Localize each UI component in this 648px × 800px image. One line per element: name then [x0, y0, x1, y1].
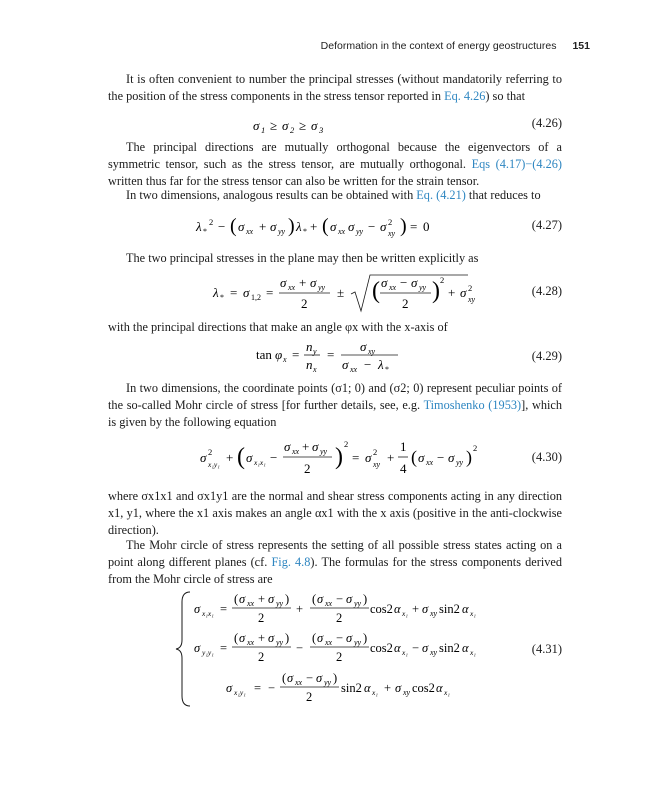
svg-text:): ) [285, 592, 290, 606]
svg-text:2: 2 [258, 650, 265, 664]
svg-text:): ) [335, 444, 343, 470]
paragraph-mohr-circle-intro: In two dimensions, the coordinate points (σ1; 0) and (σ2; 0) represent peculiar points of the so-called Mohr circle of stress [for further details, see, e.g. Timoshenko (1953)], which is given by the following equation [108, 381, 563, 429]
svg-text:x: x [283, 355, 287, 364]
svg-text:σ: σ [422, 641, 429, 655]
svg-text:2: 2 [373, 447, 378, 457]
svg-text:σ: σ [239, 631, 246, 645]
link-fig-4-8[interactable]: Fig. 4.8 [271, 555, 311, 569]
link-timoshenko-1953[interactable]: Timoshenko (1953) [423, 398, 522, 412]
svg-text:x₁y₁: x₁y₁ [234, 688, 246, 697]
paragraph-principal-stresses-plane: The two principal stresses in the plane may then be written explicitly as [126, 251, 479, 265]
svg-text:+: + [258, 592, 266, 606]
equation-4-30 [108, 436, 562, 480]
svg-text:σ: σ [312, 439, 319, 454]
svg-text:(: ( [312, 592, 317, 606]
svg-text:−: − [412, 641, 420, 655]
equation-4-26-expression [108, 116, 482, 136]
svg-text:+: + [387, 450, 395, 465]
svg-text:−: − [336, 631, 344, 645]
svg-text:xy: xy [430, 648, 438, 657]
svg-text:σ: σ [311, 118, 318, 133]
svg-text:−: − [400, 275, 408, 290]
equation-number: (4.26) [531, 116, 562, 130]
svg-text:yy: yy [456, 458, 464, 467]
svg-text:(: ( [312, 631, 317, 645]
svg-text:(: ( [372, 278, 380, 304]
svg-text:(: ( [411, 447, 417, 467]
svg-text:α: α [436, 681, 443, 695]
equation-number: (4.27) [531, 218, 562, 232]
svg-text:cos2: cos2 [370, 602, 393, 616]
svg-text:2: 2 [336, 611, 343, 625]
svg-text:sin2: sin2 [341, 681, 362, 695]
svg-text:−: − [437, 450, 445, 465]
svg-text:=: = [220, 641, 228, 655]
svg-text:2: 2 [304, 461, 311, 476]
svg-text:xx: xx [247, 638, 255, 647]
paragraph-principal-directions: The principal directions are mutually orthogonal because the eigenvectors of a symmetric tensor, such as the stress tensor, are mutually orthogonal. Eqs (4.17)−(4.26) written thus far for the stress tensor can also be written for the strain tensor. [108, 140, 562, 188]
equation-number: (4.30) [531, 450, 562, 464]
svg-text:2: 2 [402, 296, 409, 311]
svg-text:*: * [203, 227, 207, 236]
svg-text:=: = [266, 285, 274, 300]
svg-text:*: * [220, 293, 224, 302]
svg-text:+: + [302, 439, 310, 454]
svg-text:σ: σ [284, 439, 291, 454]
paragraph-principal-directions-angle: with the principal directions that make an angle φx with the x-axis of [108, 320, 448, 334]
svg-text:1: 1 [261, 125, 266, 135]
svg-text:yy: yy [278, 227, 286, 236]
svg-text:xy: xy [388, 229, 396, 238]
svg-text:=: = [292, 347, 300, 362]
svg-text:σ: σ [268, 631, 275, 645]
svg-text:x₁: x₁ [372, 688, 378, 697]
svg-text:σ: σ [268, 592, 275, 606]
svg-text:x₁: x₁ [470, 609, 476, 618]
equation-4-27 [108, 211, 562, 241]
svg-text:xx: xx [246, 227, 254, 236]
svg-text:2: 2 [336, 650, 343, 664]
svg-text:2: 2 [468, 283, 473, 293]
svg-text:2: 2 [209, 217, 214, 227]
svg-text:x₁: x₁ [444, 688, 450, 697]
svg-text:2: 2 [388, 217, 393, 227]
svg-text:σ: σ [200, 450, 207, 465]
svg-text:xx: xx [426, 458, 434, 467]
svg-text:yy: yy [354, 599, 362, 608]
svg-text:σ: σ [422, 602, 429, 616]
equation-4-27-expression [108, 211, 482, 241]
svg-text:sin2: sin2 [439, 641, 460, 655]
svg-text:): ) [288, 215, 295, 237]
svg-text:+: + [384, 681, 392, 695]
svg-text:σ: σ [238, 219, 245, 234]
svg-text:xy: xy [430, 609, 438, 618]
svg-text:−: − [270, 450, 278, 465]
svg-text:+: + [310, 219, 318, 234]
equation-4-31 [108, 588, 562, 710]
svg-text:σ: σ [316, 671, 323, 685]
equation-number: (4.31) [531, 642, 562, 656]
svg-text:xx: xx [247, 599, 255, 608]
svg-text:−: − [336, 592, 344, 606]
svg-text:−: − [306, 671, 314, 685]
paragraph-mohr-circle-states: The Mohr circle of stress represents the setting of all possible stress states acting on a point along different planes (cf. Fig. 4.8). The formulas for the stress components derived from the Mohr circle of stress are [108, 538, 562, 586]
svg-text:2: 2 [306, 690, 313, 704]
svg-text:σ: σ [317, 592, 324, 606]
svg-text:+: + [448, 285, 456, 300]
equation-4-28 [108, 270, 562, 316]
svg-text:σ: σ [194, 602, 201, 616]
svg-text:): ) [333, 671, 338, 685]
svg-text:σ: σ [342, 357, 349, 372]
svg-text:2: 2 [290, 125, 295, 135]
svg-text:σ: σ [282, 118, 289, 133]
svg-text:−: − [368, 219, 376, 234]
svg-text:α: α [394, 602, 401, 616]
paragraph-principal-stress-order: It is often convenient to number the principal stresses (without mandatorily referring to the position of the stress components in the stress tensor reported in Eq. 4.26) so that [108, 72, 562, 103]
svg-text:n: n [306, 339, 313, 354]
svg-text:λ: λ [196, 219, 202, 234]
svg-text:1: 1 [400, 439, 407, 454]
svg-text:2: 2 [301, 296, 308, 311]
svg-text:2: 2 [208, 447, 213, 457]
svg-text:xx: xx [350, 365, 358, 373]
svg-text:x₁x₁: x₁x₁ [202, 609, 214, 618]
equation-4-30-expression [108, 436, 482, 480]
svg-text:tan: tan [256, 347, 272, 362]
equation-number: (4.29) [531, 349, 562, 363]
svg-text:cos2: cos2 [412, 681, 435, 695]
svg-text:σ: σ [287, 671, 294, 685]
svg-text:xx: xx [338, 227, 346, 236]
svg-text:=: = [254, 681, 262, 695]
svg-text:xy: xy [373, 460, 381, 469]
running-title: Deformation in the context of energy geostructures [320, 40, 557, 52]
svg-text:=: = [220, 602, 228, 616]
svg-text:σ: σ [330, 219, 337, 234]
svg-text:σ: σ [448, 450, 455, 465]
svg-text:σ: σ [381, 275, 388, 290]
svg-text:yy: yy [356, 227, 364, 236]
svg-text:2: 2 [440, 275, 445, 285]
svg-text:(: ( [234, 631, 239, 645]
svg-text:2: 2 [473, 443, 478, 453]
svg-text:xy: xy [368, 347, 376, 356]
svg-text:*: * [303, 227, 307, 236]
svg-text:xx: xx [325, 599, 333, 608]
svg-text:+: + [259, 219, 267, 234]
equation-4-28-expression [108, 270, 482, 316]
svg-text:x₁x₁: x₁x₁ [254, 458, 266, 467]
svg-text:σ: σ [348, 219, 355, 234]
svg-text:φ: φ [275, 347, 283, 362]
svg-text:xy: xy [468, 295, 476, 304]
svg-text:α: α [394, 641, 401, 655]
svg-text:σ: σ [280, 275, 287, 290]
svg-text:−: − [218, 219, 226, 234]
svg-text:4: 4 [400, 461, 407, 476]
svg-text:σ: σ [395, 681, 402, 695]
svg-text:yy: yy [318, 283, 326, 292]
link-eq-4-21[interactable]: Eq. (4.21) [416, 188, 466, 202]
svg-text:σ: σ [418, 450, 425, 465]
svg-text:λ: λ [213, 285, 219, 300]
svg-text:yy: yy [320, 447, 328, 456]
svg-text:−: − [364, 357, 372, 372]
svg-text:α: α [364, 681, 371, 695]
svg-text:+: + [412, 602, 420, 616]
svg-text:): ) [400, 215, 407, 237]
svg-text:y₁y₁: y₁y₁ [202, 648, 214, 657]
svg-text:σ: σ [365, 450, 372, 465]
link-eq-4-26[interactable]: Eq. 4.26 [444, 89, 486, 103]
equation-number: (4.28) [531, 284, 562, 298]
svg-text:=: = [327, 347, 335, 362]
svg-text:1,2: 1,2 [251, 293, 261, 302]
svg-text:σ: σ [310, 275, 317, 290]
svg-text:≥: ≥ [299, 118, 307, 133]
link-eqs-4-17-4-26[interactable]: Eqs (4.17)−(4.26) [471, 157, 562, 171]
svg-text:yy: yy [276, 599, 284, 608]
svg-text:λ: λ [378, 357, 384, 372]
svg-text:yy: yy [354, 638, 362, 647]
svg-text:(: ( [237, 444, 245, 470]
svg-text:sin2: sin2 [439, 602, 460, 616]
svg-text:): ) [432, 278, 440, 304]
svg-text:σ: σ [226, 681, 233, 695]
svg-text:=: = [230, 285, 238, 300]
svg-text:x₁: x₁ [470, 648, 476, 657]
svg-text:σ: σ [270, 219, 277, 234]
svg-text:+: + [226, 450, 234, 465]
svg-text:=: = [410, 219, 418, 234]
svg-text:xx: xx [292, 447, 300, 456]
svg-text:−: − [296, 641, 304, 655]
svg-text:cos2: cos2 [370, 641, 393, 655]
svg-text:x₁: x₁ [402, 609, 408, 618]
svg-text:σ: σ [246, 450, 253, 465]
svg-text:±: ± [337, 285, 345, 300]
paragraph-two-dimensions: In two dimensions, analogous results can be obtained with Eq. (4.21) that reduces to [126, 188, 541, 202]
svg-text:yy: yy [276, 638, 284, 647]
svg-text:): ) [285, 631, 290, 645]
svg-text:xx: xx [288, 283, 296, 292]
svg-text:): ) [466, 447, 472, 467]
svg-text:σ: σ [346, 631, 353, 645]
svg-text:(: ( [282, 671, 287, 685]
svg-text:x₁y₁: x₁y₁ [208, 460, 220, 469]
svg-text:≥: ≥ [270, 118, 278, 133]
svg-text:xx: xx [325, 638, 333, 647]
svg-text:(: ( [230, 215, 237, 237]
svg-text:+: + [299, 275, 307, 290]
svg-text:0: 0 [423, 219, 430, 234]
svg-text:x: x [313, 365, 317, 373]
svg-text:−: − [268, 681, 276, 695]
running-header [321, 40, 590, 52]
svg-text:(: ( [234, 592, 239, 606]
paragraph-normal-shear-components: where σx1x1 and σx1y1 are the normal and shear stress components acting in any direction x1, y1, where the x1 axis makes an angle αx1 with the x axis (positive in the anti-clockwise direction). [108, 489, 562, 537]
equation-4-31-system [108, 588, 482, 710]
svg-text:y: y [313, 347, 317, 356]
svg-text:yy: yy [419, 283, 427, 292]
equation-4-29 [108, 339, 562, 373]
svg-text:α: α [462, 641, 469, 655]
svg-text:2: 2 [344, 439, 349, 449]
page-number: 151 [572, 40, 590, 52]
equation-4-26 [108, 116, 562, 136]
svg-text:σ: σ [243, 285, 250, 300]
svg-text:α: α [462, 602, 469, 616]
svg-text:σ: σ [253, 118, 260, 133]
svg-text:): ) [363, 631, 368, 645]
svg-text:σ: σ [194, 641, 201, 655]
svg-text:): ) [363, 592, 368, 606]
svg-text:*: * [385, 365, 389, 373]
svg-text:yy: yy [324, 678, 332, 687]
svg-text:+: + [296, 602, 304, 616]
svg-text:σ: σ [317, 631, 324, 645]
svg-text:σ: σ [360, 339, 367, 354]
svg-text:σ: σ [346, 592, 353, 606]
equation-4-29-expression [108, 339, 482, 373]
svg-text:x₁: x₁ [402, 648, 408, 657]
svg-text:=: = [352, 450, 360, 465]
svg-text:λ: λ [296, 219, 302, 234]
svg-text:+: + [258, 631, 266, 645]
svg-text:σ: σ [380, 219, 387, 234]
svg-text:(: ( [322, 215, 329, 237]
svg-text:xx: xx [295, 678, 303, 687]
svg-text:3: 3 [319, 125, 324, 135]
svg-text:σ: σ [411, 275, 418, 290]
svg-text:xy: xy [403, 688, 411, 697]
svg-text:xx: xx [389, 283, 397, 292]
svg-text:2: 2 [258, 611, 265, 625]
svg-text:σ: σ [239, 592, 246, 606]
svg-text:σ: σ [460, 285, 467, 300]
svg-text:n: n [306, 357, 313, 372]
